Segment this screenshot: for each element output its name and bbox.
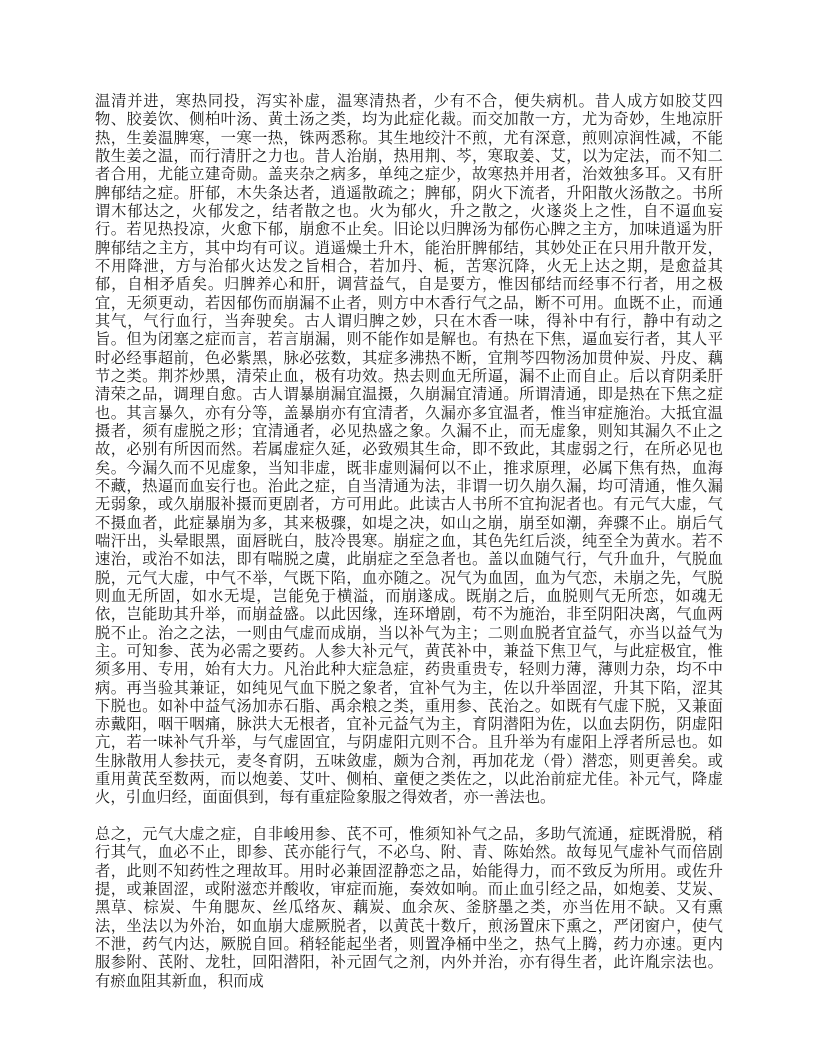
paragraph-2: 总之，元气大虚之症，自非峻用参、芪不可，惟须知补气之品，多助气流通，症既滑脱，稍行其气，血必不止，即参、芪亦能行气，不必乌、附、青、陈始然。故每见气虚补气而倍剧者，此则不知药性之理故耳。用时必兼固涩静恋之品，始能得力，而不致反为所用。或佐升提，或兼固涩，或附滋恋并酸收，审症而施，奏效如响。而止血引经之品，如炮姜、艾炭、黑草、棕炭、牛角腮灰、丝瓜络灰、藕炭、血余灰、釜脐墨之类，亦当佐用不缺。又有熏法，坐法以为外治，如血崩大虚厥脱者，以黄芪十数斤，煎汤置床下熏之，严闭窗户，使气不泄，药气内达，厥脱自回。稍轻能起坐者，则置净桶中坐之，热气上腾，药力亦速。更内服参附、芪附、龙牡，回阳潜阳，补元固气之剂，内外并治，亦有得生者，此许胤宗法也。有瘀血阻其新血，积而成 <box>95 826 723 990</box>
document-text-block <box>95 93 723 991</box>
paragraph-1: 温清并进，寒热同投，泻实补虚，温寒清热者，少有不合，便失病机。昔人成方如胶艾四物、胶姜饮、侧柏叶汤、黄土汤之类，均为此症化裁。而交加散一方，尤为奇妙，生地凉肝热，生姜温脾寒，一寒一热，铢两悉称。其生地绞汁不煎，尤有深意，煎则凉润性减，不能散生姜之温，而行清肝之力也。昔人治崩，热用荆、芩，寒取姜、艾，以为定法，而不知二者合用，尤能立建奇勋。盖夹杂之病多，单纯之症少，故寒热并用者，治效独多耳。又有肝脾郁结之症。肝郁，木失条达者，逍遥散疏之；脾郁，阴火下流者，升阳散火汤散之。书所谓木郁达之，火郁发之，结者散之也。火为郁火，升之散之，火遂炎上之性，自不逼血妄行。若见热投凉，火愈下郁，崩愈不止矣。旧论以归脾汤为郁伤心脾之主方，加味逍遥为肝脾郁结之主方，其中均有可议。逍遥燥土升木，能治肝脾郁结，其妙处正在只用升散开发，不用降泄，方与治郁火达发之旨相合，若加丹、栀，苦寒沉降，火无上达之期，是愈益其郁，自相矛盾矣。归脾养心和肝，调营益气，自是要方，惟因郁结而经事不行者，用之极宜，无须更动，若因郁伤而崩漏不止者，则方中木香行气之品，断不可用。血既不止，而通其气，气行血行，当奔驶矣。古人谓归脾之妙，只在木香一味，得补中有行，静中有动之旨。但为闭塞之症而言，若言崩漏，则不能作如是解也。有热在下焦，逼血妄行者，其人平时必经事超前，色必紫黑，脉必弦数，其症多沸热不断，宜荆芩四物汤加贯仲炭、丹皮、藕节之类。荆芥炒黑，清荣止血，极有功效。热去则血无所逼，漏不止而自止。后以育阴柔肝清荣之品，调理自愈。古人谓暴崩漏宜温摄，久崩漏宜清通。所谓清通，即是热在下焦之症也。其言暴久，亦有分等，盖暴崩亦有宜清者，久漏亦多宜温者，惟当审症施治。大抵宜温摄者，须有虚脱之形；宜清通者，必见热盛之象。久漏不止，而无虚象，则知其漏久不止之故，必别有所因而然。若属虚症久延，必致殒其生命，即不致此，其虚弱之行，在所必见也矣。今漏久而不见虚象，当知非虚，既非虚则漏何以不止，推求原理，必属下焦有热，血海不藏，热逼而血妄行也。治此之症，自当清通为法，非谓一切久崩久漏，均可清通，惟久漏无弱象，或久崩服补摄而更剧者，方可用此。此读古人书所不宜拘泥者也。有元气大虚，气不摄血者，此症暴崩为多，其来极骤，如堤之决，如山之崩，崩至如潮，奔骤不止。崩后气喘汗出，头晕眼黑，面唇晄白，肢冷畏寒。崩症之血，其色先红后淡，纯至全为黄水。若不速治，或治不如法，即有喘脱之虞，此崩症之至急者也。盖以血随气行，气升血升，气脱血脱，元气大虚，中气不举，气既下陷，血亦随之。况气为血固，血为气恋，未崩之先，气脱则血无所固，如水无堤，岂能免于横溢，而崩遂成。既崩之后，血脱则气无所恋，如魂无依，岂能助其升举，而崩益盛。以此因缘，连环增剧，苟不为施治，非至阴阳决离，气血两脱不止。治之之法，一则由气虚而成崩，当以补气为主；二则血脱者宜益气，亦当以益气为主。可知参、芪为必需之要药。人参大补元气，黄芪补中，兼益下焦卫气，与此症极宜，惟须多用、专用，始有大力。凡治此种大症急症，药贵重贵专，轻则力薄，薄则力杂，均不中病。再当验其兼证，如纯见气血下脱之象者，宜补气为主，佐以升举固涩，升其下陷，涩其下脱也。如补中益气汤加赤石脂、禹余粮之类，重用参、芪治之。如既有气虚下脱，又兼面赤戴阳，咽干咽痛，脉洪大无根者，宜补元益气为主，育阴潜阳为佐，以血去阴伤，阴虚阳亢，若一味补气升举，与气虚固宜，与阴虚阳亢则不合。且升举为有虚阳上浮者所忌也。如生脉散用人参扶元，麦冬育阴，五味敛虚，颇为合剂，再加花龙（骨）潜恋，则更善矣。或重用黄芪至数两，而以炮姜、艾叶、侧柏、童便之类佐之，以此治前症尤佳。补元气，降虚火，引血归经，面面俱到，每有重症险象服之得效者，亦一善法也。 <box>95 93 723 807</box>
